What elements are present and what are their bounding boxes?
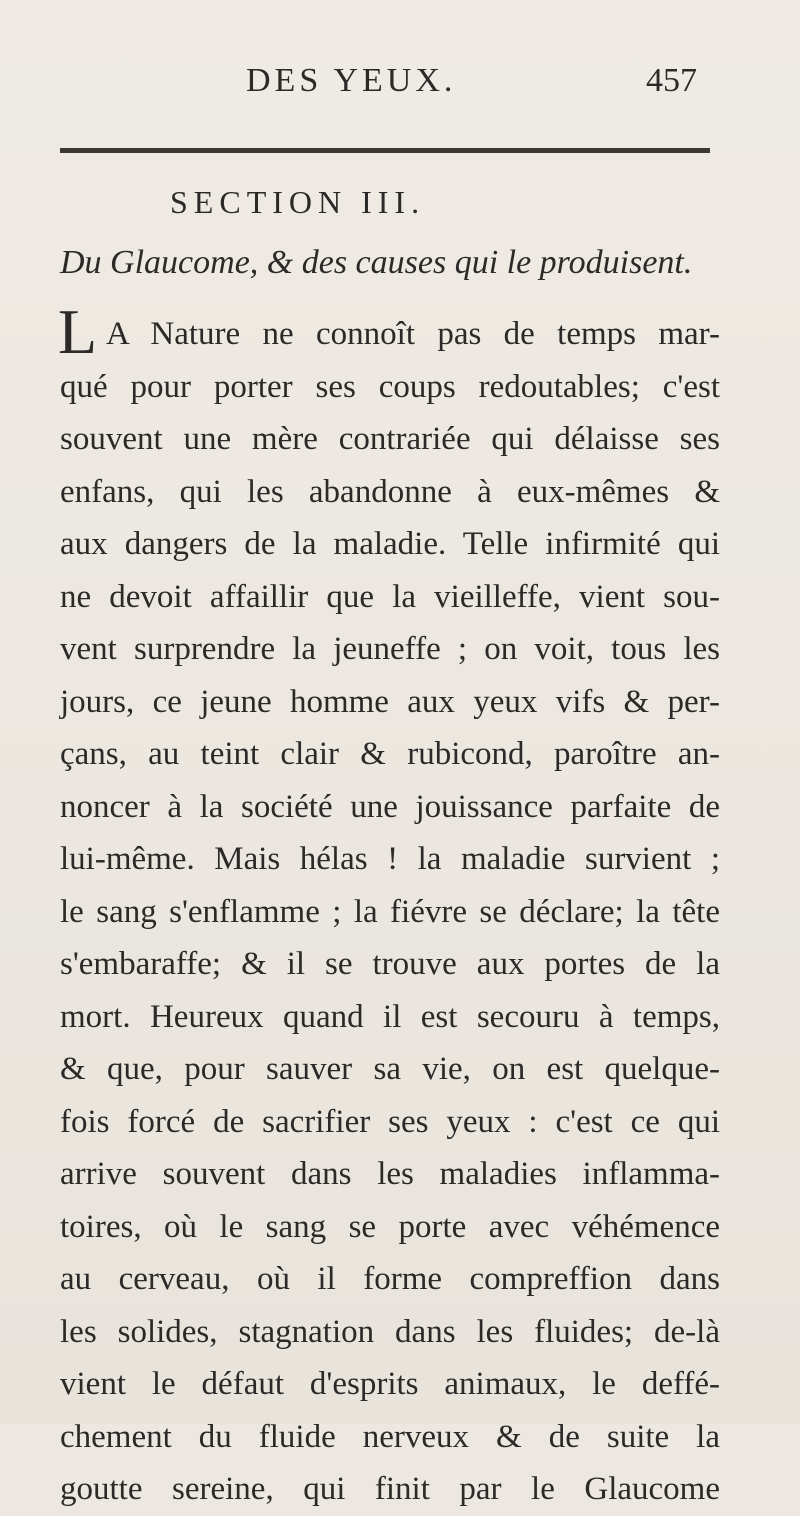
text-line: mort. Heureux quand il est secouru à temps, <box>60 998 720 1035</box>
running-head: DES YEUX. <box>246 62 457 99</box>
text-line: lui-même. Mais hélas ! la maladie survient ; <box>60 841 720 877</box>
text-line: & que, pour sauver sa vie, on est quelque- <box>60 1051 720 1087</box>
header-rule <box>60 148 710 153</box>
text-line: qué pour porter ses coups redoutables; c'est <box>60 368 720 405</box>
text-line: chement du fluide nerveux & de suite la <box>60 1418 720 1455</box>
section-subtitle: Du Glaucome, & des causes qui le produisent. <box>60 244 693 281</box>
page-number: 457 <box>646 62 697 99</box>
text-line: arrive souvent dans les maladies inflamma- <box>60 1156 720 1192</box>
text-line: çans, au teint clair & rubicond, paroître an- <box>60 736 720 772</box>
drop-cap: L <box>58 296 98 367</box>
text-line: jours, ce jeune homme aux yeux vifs & per- <box>60 683 720 720</box>
text-line: les solides, stagnation dans les fluides; de-là <box>60 1313 720 1350</box>
body-text <box>60 308 720 1516</box>
text-line: toires, où le sang se porte avec véhémence <box>60 1208 720 1245</box>
section-heading: SECTION III. <box>170 184 426 220</box>
text-line: fois forcé de sacrifier ses yeux : c'est ce qui <box>60 1103 720 1140</box>
text-line: s'embaraffe; & il se trouve aux portes de la <box>60 946 720 982</box>
text-line: souvent une mère contrariée qui délaisse ses <box>60 421 720 457</box>
text-line: vient le défaut d'esprits animaux, le deffé- <box>60 1366 720 1402</box>
text-line: aux dangers de la maladie. Telle infirmité qui <box>60 526 720 562</box>
text-line: goutte sereine, qui finit par le Glaucome <box>60 1471 720 1507</box>
text-line: enfans, qui les abandonne à eux-mêmes & <box>60 473 720 510</box>
text-line: ne devoit affaillir que la vieilleffe, vient sou- <box>60 578 720 615</box>
text-line: noncer à la société une jouissance parfaite de <box>60 788 720 825</box>
text-line: au cerveau, où il forme compreffion dans <box>60 1261 720 1297</box>
text-line: A Nature ne connoît pas de temps mar- <box>106 316 720 352</box>
text-line: le sang s'enflamme ; la fiévre se déclare; la tête <box>60 893 720 930</box>
text-line: vent surprendre la jeuneffe ; on voit, tous les <box>60 631 720 667</box>
